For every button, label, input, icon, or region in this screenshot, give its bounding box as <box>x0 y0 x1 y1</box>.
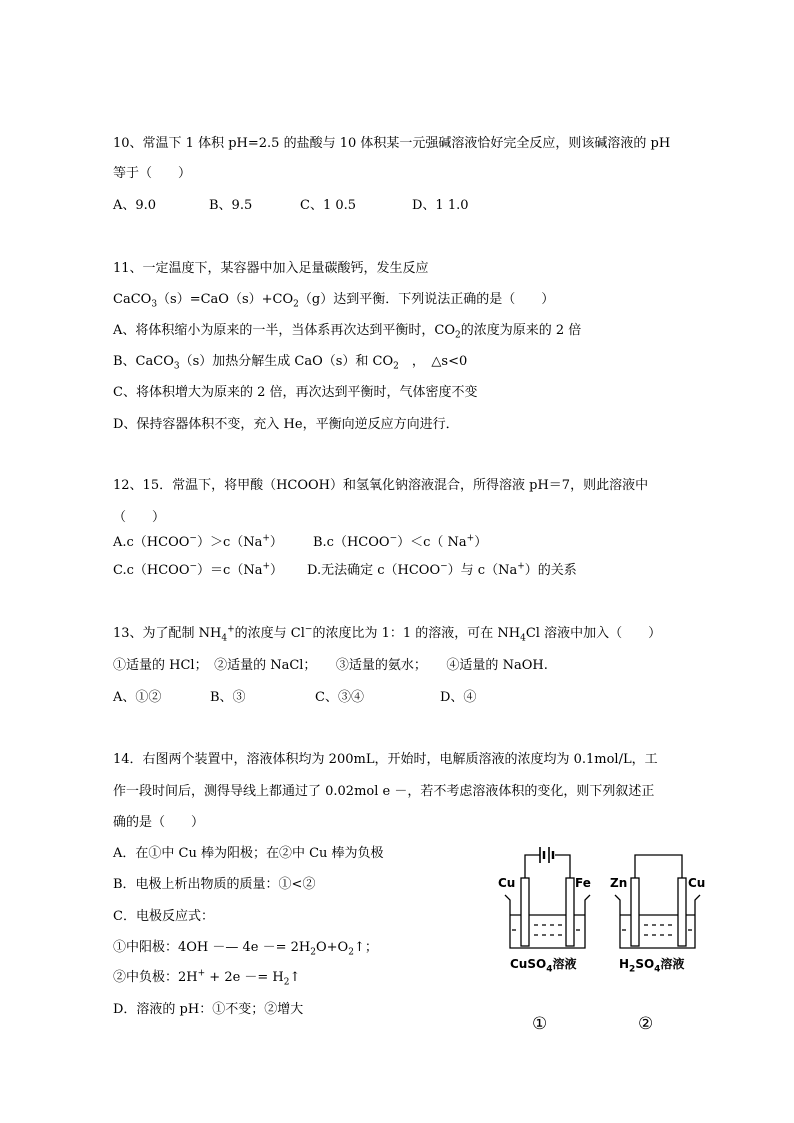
q13-stem-line1: 13、为了配制 $NH_4^+$的浓度与 Cl−的浓度比为 1：1 的溶液，可在 $NH_4Cl$ 溶液中加入（ ） <box>113 624 662 644</box>
q11-stem-line1: 11、一定温度下，某容器中加入足量碳酸钙，发生反应 <box>113 261 429 276</box>
q11-reaction-line: $CaCO_3(s)=CaO(s)+CO_2(g)$达到平衡．下列说法正确的是（ ） <box>113 292 555 310</box>
q14-stem-line2: 作一段时间后，测得导线上都通过了 0.02mol e －，若不考虑溶液体积的变化，则下列叙述正 <box>113 784 655 799</box>
q10-option-d: D、1 1.0 <box>412 198 469 213</box>
q14-option-d: D．溶液的 pH：①不变；②增大 <box>113 1002 304 1017</box>
q11-option-c: C、将体积增大为原来的 2 倍，再次达到平衡时，气体密度不变 <box>113 385 478 400</box>
q14-stem-line1: 14．右图两个装置中，溶液体积均为 200mL，开始时，电解质溶液的浓度均为 0.1mol/L，工 <box>113 752 658 767</box>
electrochemical-cells-figure <box>490 840 720 1040</box>
cell-2-cu-electrode <box>678 878 686 946</box>
q12-stem-line1: 12、15．常温下，将甲酸（HCOOH）和氢氧化钠溶液混合，所得溶液 pH＝7，则此溶液中 <box>113 478 649 493</box>
cell-2-right-electrode-label: Cu <box>688 876 706 890</box>
q10-option-a: A、9.0 <box>113 198 157 213</box>
q12-option-a: A.c（HCOO−）＞c（Na+） <box>113 533 283 550</box>
cell-1-beaker <box>505 895 590 948</box>
cell-2-left-electrode-label: Zn <box>610 876 628 890</box>
cell-2-diagram <box>615 855 700 948</box>
cell-1-number: ① <box>532 1014 548 1034</box>
q11-option-d: D、保持容器体积不变，充入 He，平衡向逆反应方向进行． <box>113 417 459 432</box>
cell-1-cu-electrode <box>521 878 529 946</box>
q14-equation-1: ①中阳极：4OH －— $4e -= 2H_2O+O_2↑$； <box>113 940 378 958</box>
cell-1-right-electrode-label: Fe <box>575 876 591 890</box>
cell-2-number: ② <box>638 1014 654 1034</box>
q14-equation-2: ②中负极：$2H^+ + 2e -= H_2↑$ <box>113 968 301 988</box>
q13-option-b: B、③ <box>210 690 246 705</box>
q11-option-a: A、将体积缩小为原来的一半，当体系再次达到平衡时，$CO_2$的浓度为原来的 2 倍 <box>113 323 582 341</box>
cell-1-solution-label: CuSO$_4$溶液 <box>510 957 577 975</box>
q12-option-b: B.c（HCOO−）＜c（ Na+） <box>313 533 488 550</box>
q10-option-c: C、1 0.5 <box>300 198 357 213</box>
cell-2-solution-label: $H_2SO_4$溶液 <box>619 957 685 975</box>
q13-option-c: C、③④ <box>315 690 364 705</box>
q14-option-b: B．电极上析出物质的质量：①<② <box>113 877 316 892</box>
cell-1-left-electrode-label: Cu <box>498 876 516 890</box>
cell-2-zn-electrode <box>631 878 639 946</box>
cell-2-beaker <box>615 895 700 948</box>
q10-option-b: B、9.5 <box>209 198 253 213</box>
q10-stem-line2: 等于（ ） <box>113 166 192 181</box>
q14-option-a: A．在①中 Cu 棒为阳极；在②中 Cu 棒为负极 <box>113 846 384 861</box>
q14-option-c: C．电极反应式： <box>113 909 214 924</box>
cell-1-fe-electrode <box>566 878 574 946</box>
q12-option-c: C.c（HCOO−）＝c（Na+） <box>113 561 284 578</box>
q14-stem-line3: 确的是（ ） <box>113 815 205 830</box>
q12-option-d: D.无法确定 c（HCOO−）与 c（Na+）的关系 <box>307 561 577 578</box>
cell-1-diagram <box>505 847 590 948</box>
q12-stem-line2: （ ） <box>113 510 166 525</box>
q13-option-a: A、①② <box>113 690 162 705</box>
cell-2-wire <box>635 855 682 880</box>
q11-option-b: B、CaCO$_3$（s）加热分解生成 CaO（s）和 $CO_2$ ， △s<0 <box>113 354 468 372</box>
q10-stem-line1: 10、常温下 1 体积 pH=2.5 的盐酸与 10 体积某一元强碱溶液恰好完全反应，则该碱溶液的 pH <box>113 136 671 151</box>
q13-stem-line2: ①适量的 HCl； ②适量的 NaCl； ③适量的氨水； ④适量的 NaOH. <box>113 658 548 673</box>
q13-option-d: D、④ <box>440 690 477 705</box>
